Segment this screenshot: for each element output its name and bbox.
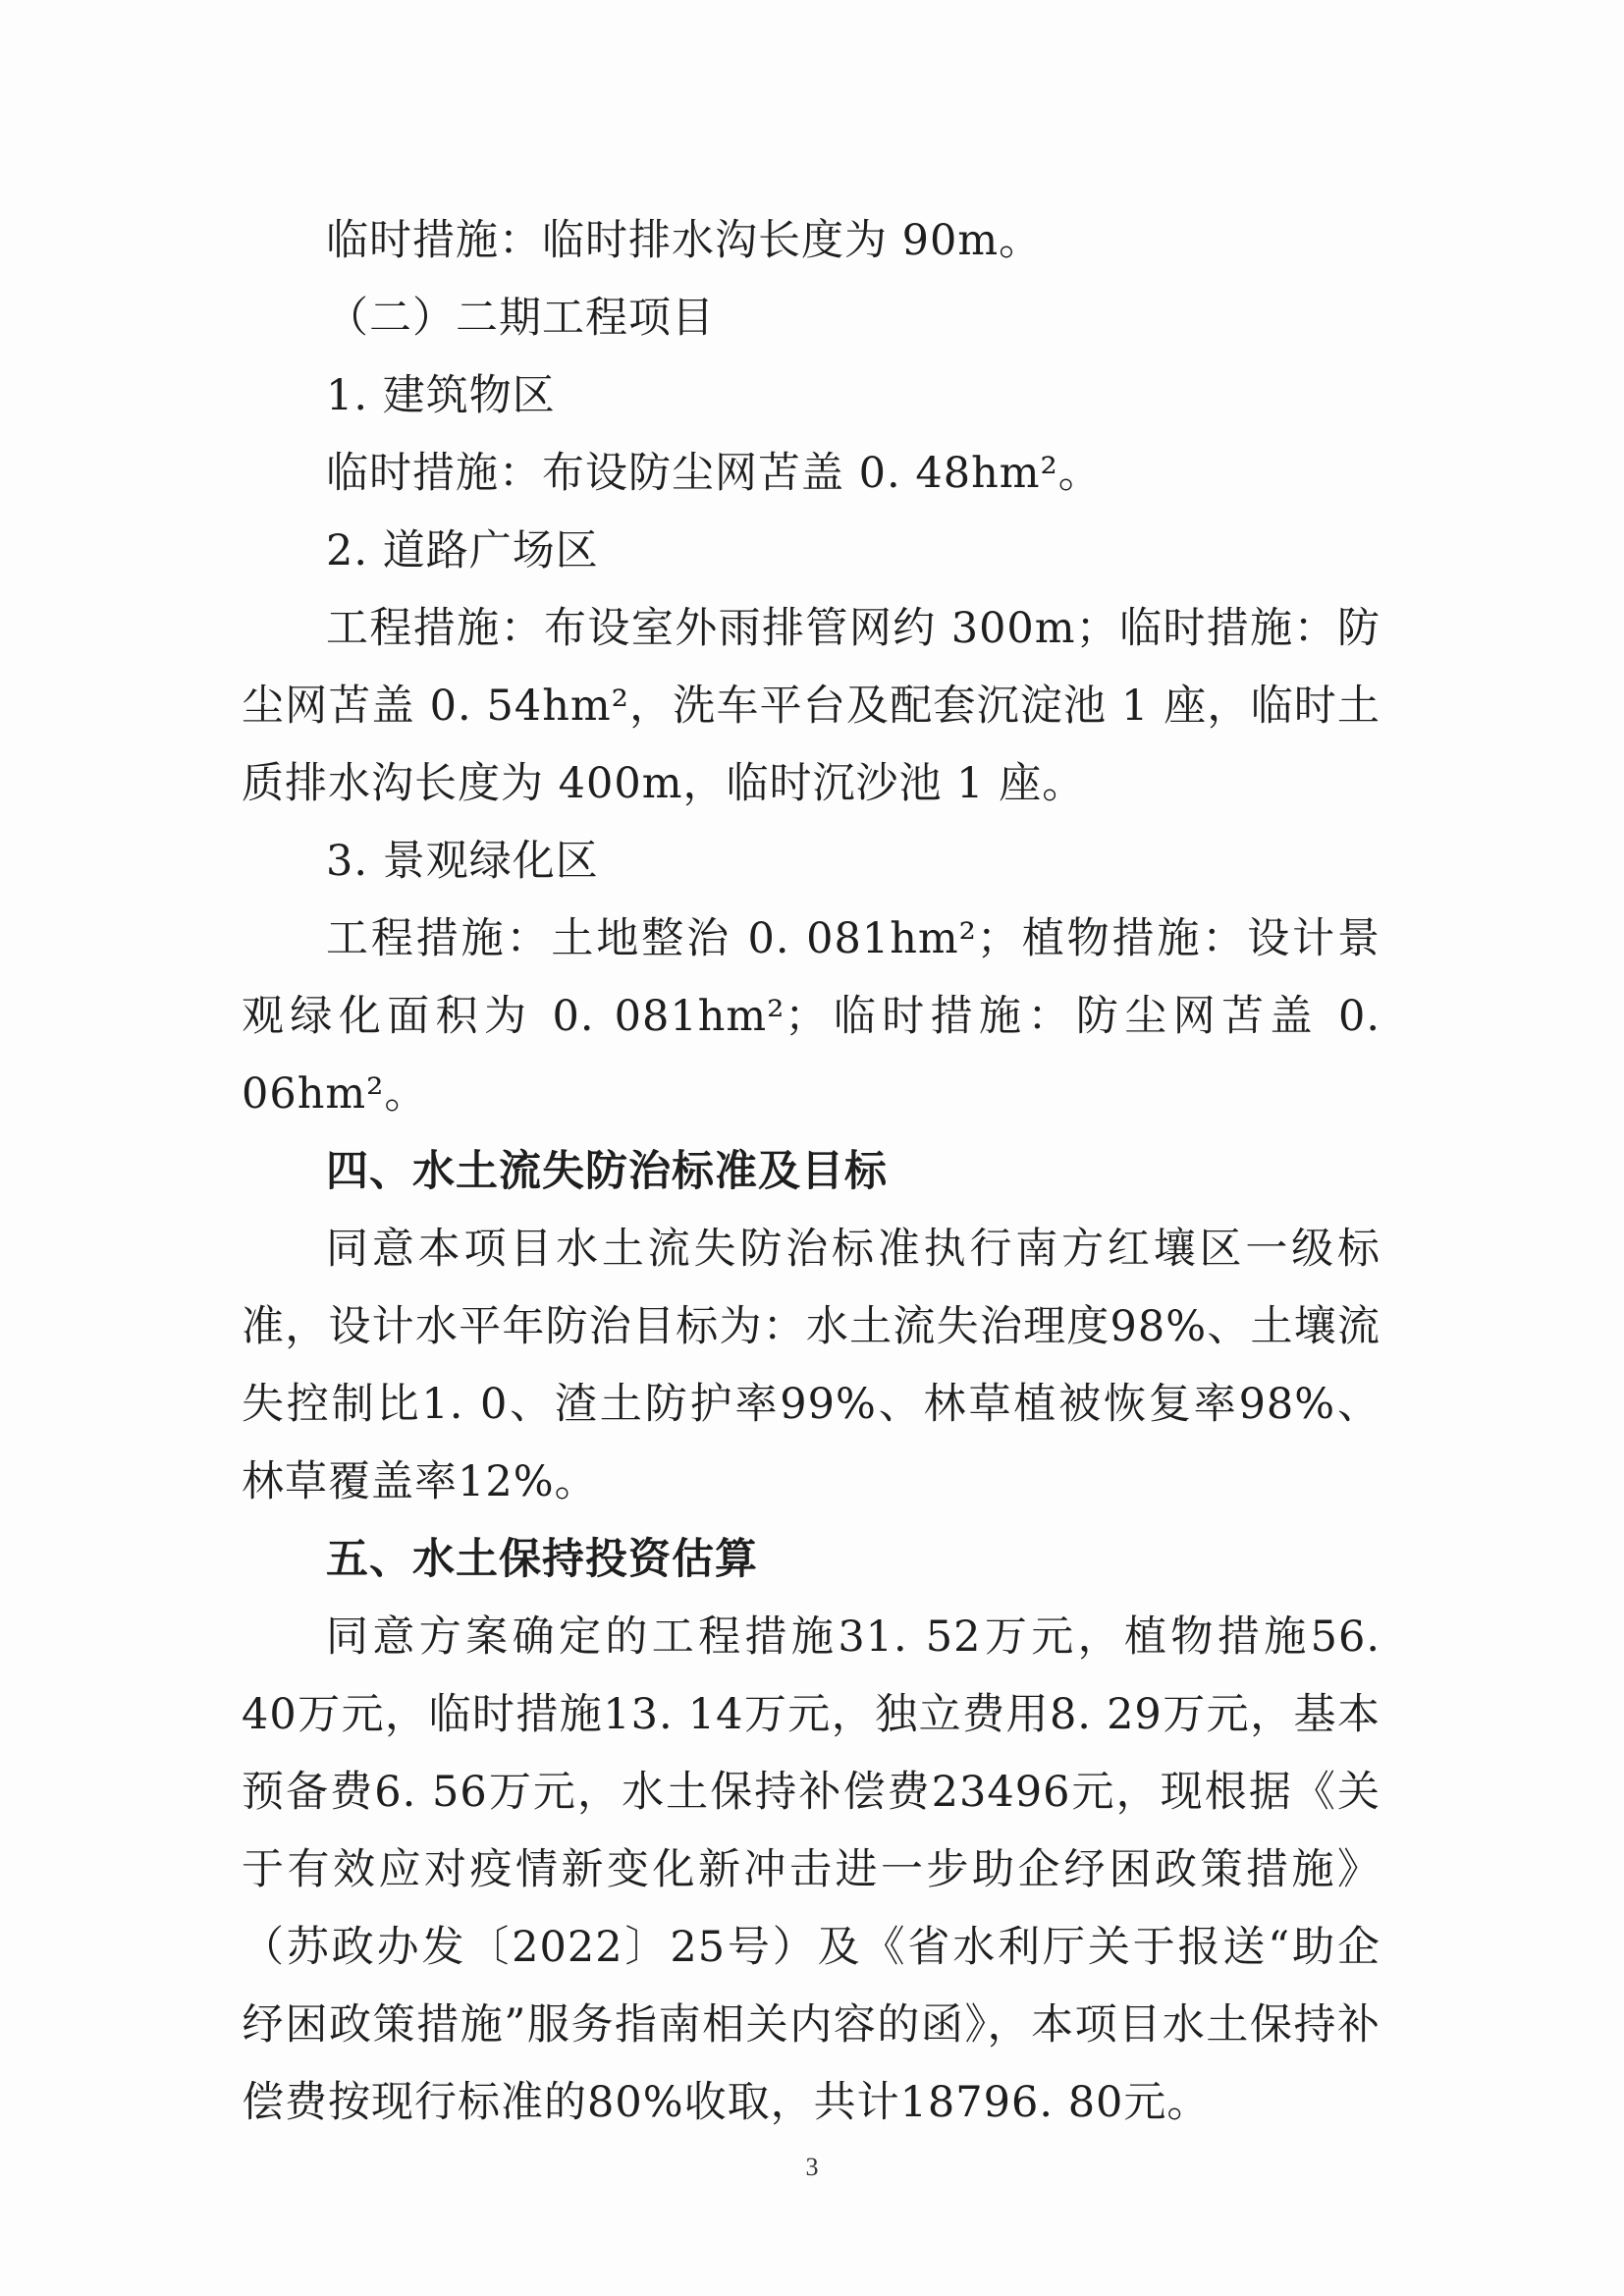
paragraph-temporary-drainage: 临时措施：临时排水沟长度为 90m。: [326, 216, 1043, 265]
section-phase-two-heading: （二）二期工程项目: [326, 294, 715, 343]
page-number: 3: [805, 2153, 819, 2181]
section-four-heading: 四、水土流失防治标准及目标: [326, 1147, 888, 1196]
subsection-road-square-area: 2. 道路广场区: [326, 526, 599, 575]
paragraph-prevention-standard: 同意本项目水土流失防治标准执行南方红壤区一级标准，设计水平年防治目标为：水土流失治理度98%、土壤流失控制比1. 0、渣土防护率99%、林草植被恢复率98%、林草覆盖率12%。: [242, 1225, 1380, 1506]
paragraph-investment-estimate: 同意方案确定的工程措施31. 52万元，植物措施56. 40万元，临时措施13. 14万元，独立费用8. 29万元，基本预备费6. 56万元，水土保持补偿费23496元，现根据《关于有效应对疫情新变化新冲击进一步助企纾困政策措施》（苏政办发〔2022〕25号）及《省水利厅关于报送“助企纾困政策措施”服务指南相关内容的函》，本项目水土保持补偿费按现行标准的80%收取，共计18796. 80元。: [242, 1613, 1380, 2127]
paragraph-building-temporary-measures: 临时措施：布设防尘网苫盖 0. 48hm²。: [326, 449, 1102, 498]
section-five-heading: 五、水土保持投资估算: [326, 1535, 758, 1584]
paragraph-landscape-measures: 工程措施：土地整治 0. 081hm²；植物措施：设计景观绿化面积为 0. 081hm²；临时措施：防尘网苫盖 0. 06hm²。: [242, 914, 1380, 1119]
subsection-landscape-area: 3. 景观绿化区: [326, 837, 599, 886]
subsection-building-area: 1. 建筑物区: [326, 371, 556, 420]
paragraph-road-measures: 工程措施：布设室外雨排管网约 300m；临时措施：防尘网苫盖 0. 54hm²，洗车平台及配套沉淀池 1 座，临时土质排水沟长度为 400m，临时沉沙池 1 座。: [242, 604, 1380, 808]
document-body: [242, 202, 1380, 2142]
